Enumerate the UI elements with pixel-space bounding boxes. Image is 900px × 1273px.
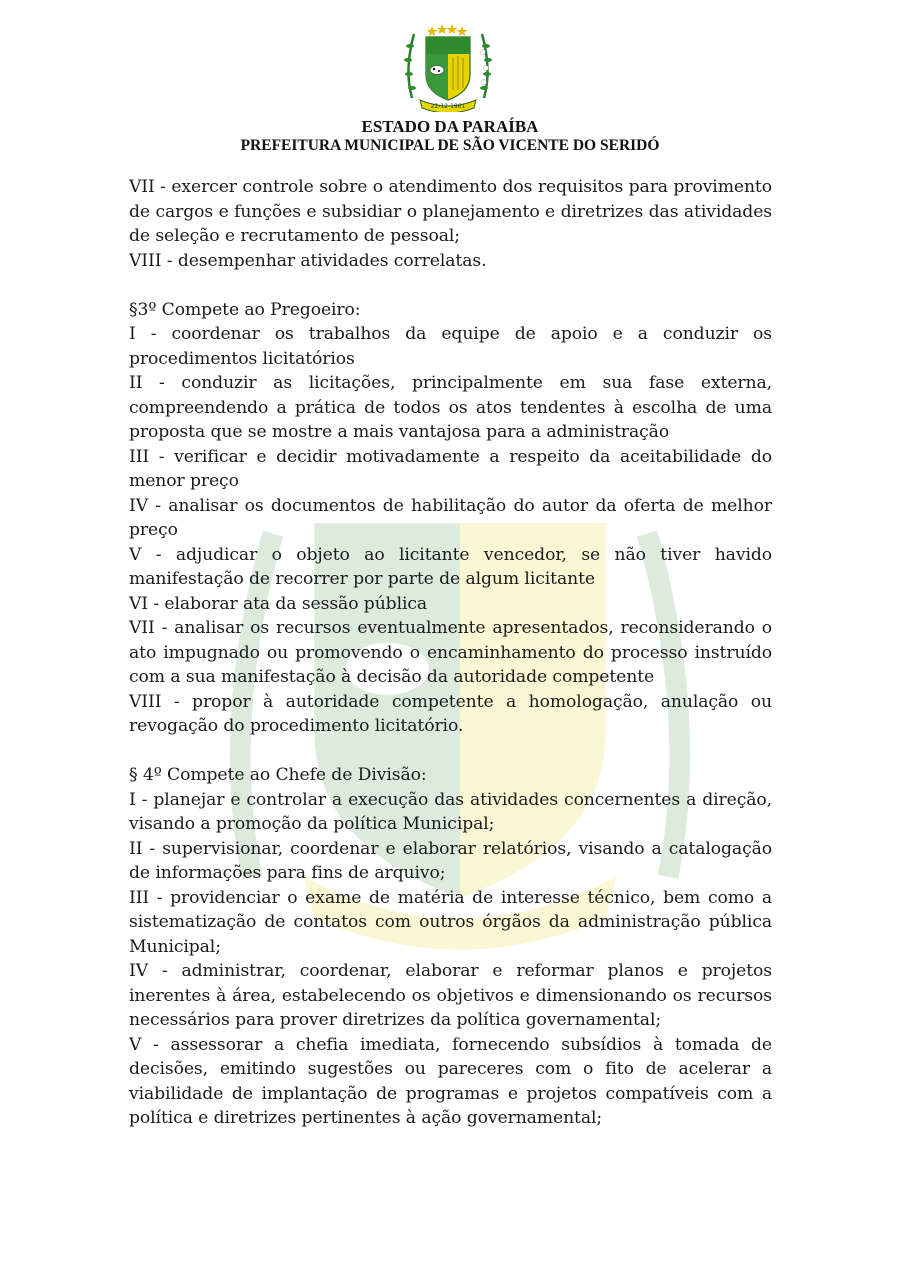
- list-item: VIII - desempenhar atividades correlatas.: [129, 250, 487, 271]
- list-item: V - adjudicar o objeto ao licitante vencedor, se não tiver havido manifestação de recorrer por parte de algum licitante: [129, 544, 772, 589]
- crest-date: 22-12-1961: [430, 103, 466, 110]
- list-item: VII - analisar os recursos eventualmente apresentados, reconsiderando o ato impugnado ou promovendo o encaminhamento do processo instruído com a sua manifestação à decisão da autoridade competente: [129, 618, 772, 687]
- state-title: ESTADO DA PARAÍBA: [361, 117, 539, 136]
- list-item: VII - exercer controle sobre o atendimento dos requisitos para provimento de cargos e funções e subsidiar o planejamento e diretrizes das atividades de seleção e recrutamento de pessoal;: [129, 177, 772, 246]
- municipal-crest-icon: [398, 20, 498, 112]
- list-item: III - providenciar o exame de matéria de interesse técnico, bem como a sistematização de contatos com outros órgãos da administração pública Municipal;: [129, 887, 772, 957]
- list-item: II - supervisionar, coordenar e elaborar relatórios, visando a catalogação de informações para fins de arquivo;: [129, 838, 772, 883]
- list-item: I - coordenar os trabalhos da equipe de apoio e a conduzir os procedimentos licitatórios: [129, 324, 772, 369]
- section-heading: §3º Compete ao Pregoeiro:: [129, 299, 361, 320]
- prefecture-title: PREFEITURA MUNICIPAL DE SÃO VICENTE DO SERIDÓ: [240, 137, 660, 154]
- document-body: [129, 175, 772, 1131]
- list-item: V - assessorar a chefia imediata, fornecendo subsídios à tomada de decisões, emitindo sugestões ou pareceres com o fito de acelerar a viabilidade de implantação de programas e projetos compatíveis com a política e diretrizes pertinentes à ação governamental;: [129, 1034, 772, 1128]
- list-item: VIII - propor à autoridade competente a homologação, anulação ou revogação do procedimento licitatório.: [129, 691, 772, 736]
- list-item: IV - analisar os documentos de habilitação do autor da oferta de melhor preço: [129, 495, 772, 540]
- list-item: I - planejar e controlar a execução das atividades concernentes a direção, visando a promoção da política Municipal;: [129, 789, 772, 834]
- list-item: IV - administrar, coordenar, elaborar e reformar planos e projetos inerentes à área, estabelecendo os objetivos e dimensionando os recursos necessários para prover diretrizes da política governamental;: [129, 961, 772, 1030]
- list-item: II - conduzir as licitações, principalmente em sua fase externa, compreendendo a prática de todos os atos tendentes à escolha de uma proposta que se mostre a mais vantajosa para a administração: [129, 373, 772, 442]
- list-item: III - verificar e decidir motivadamente a respeito da aceitabilidade do menor preço: [129, 446, 772, 491]
- section-heading: § 4º Compete ao Chefe de Divisão:: [129, 765, 427, 785]
- list-item: VI - elaborar ata da sessão pública: [129, 593, 428, 614]
